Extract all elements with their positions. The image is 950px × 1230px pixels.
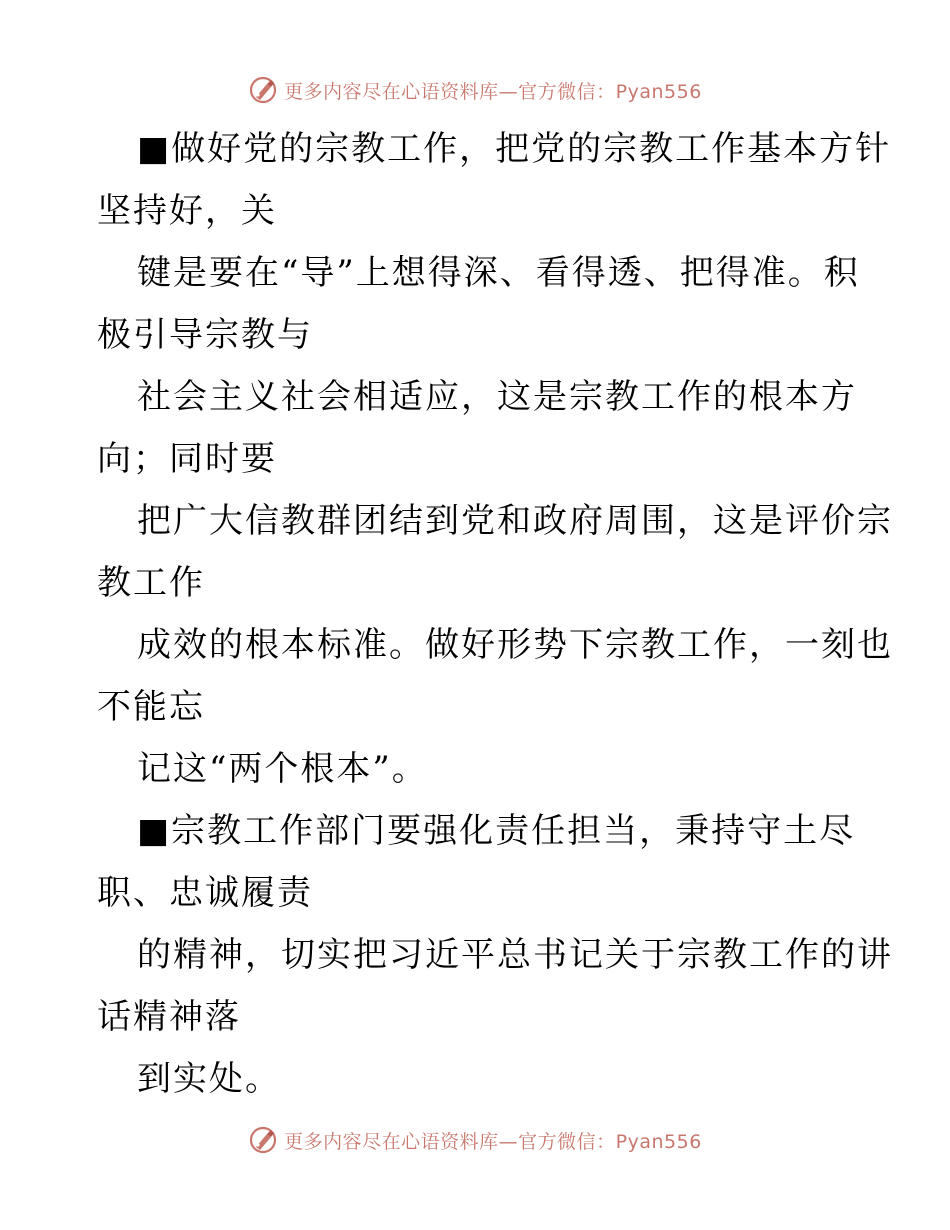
pen-nib-logo-icon <box>248 1125 278 1155</box>
text-line: 话精神落 <box>97 997 241 1037</box>
header-watermark-text: 更多内容尽在心语资料库—官方微信：Pyan556 <box>284 80 702 103</box>
text-line: 社会主义社会相适应，这是宗教工作的根本方 <box>137 377 857 417</box>
text-line: 到实处。 <box>137 1059 281 1099</box>
document-body <box>97 118 893 1110</box>
text-line: 向；同时要 <box>97 439 277 479</box>
text-line: 把广大信教群团结到党和政府周围，这是评价宗 <box>137 501 893 541</box>
header-watermark <box>0 70 950 110</box>
footer-watermark <box>0 1120 950 1160</box>
text-line: 不能忘 <box>97 687 205 727</box>
text-line: 职、忠诚履责 <box>97 873 313 913</box>
text-line: 坚持好，关 <box>97 191 277 231</box>
text-line: 极引导宗教与 <box>97 315 313 355</box>
text-line: 的精神，切实把习近平总书记关于宗教工作的讲 <box>137 935 893 975</box>
text-line: 成效的根本标准。做好形势下宗教工作，一刻也 <box>137 625 893 665</box>
pen-nib-logo-icon <box>248 75 278 105</box>
text-line: 记这“两个根本”。 <box>137 749 428 789</box>
text-line: ■做好党的宗教工作，把党的宗教工作基本方针 <box>137 129 892 169</box>
text-line: 教工作 <box>97 563 205 603</box>
text-line: ■宗教工作部门要强化责任担当，秉持守土尽 <box>137 811 856 851</box>
footer-watermark-text: 更多内容尽在心语资料库—官方微信：Pyan556 <box>284 1130 702 1153</box>
text-line: 键是要在“导”上想得深、看得透、把得准。积 <box>137 253 860 293</box>
